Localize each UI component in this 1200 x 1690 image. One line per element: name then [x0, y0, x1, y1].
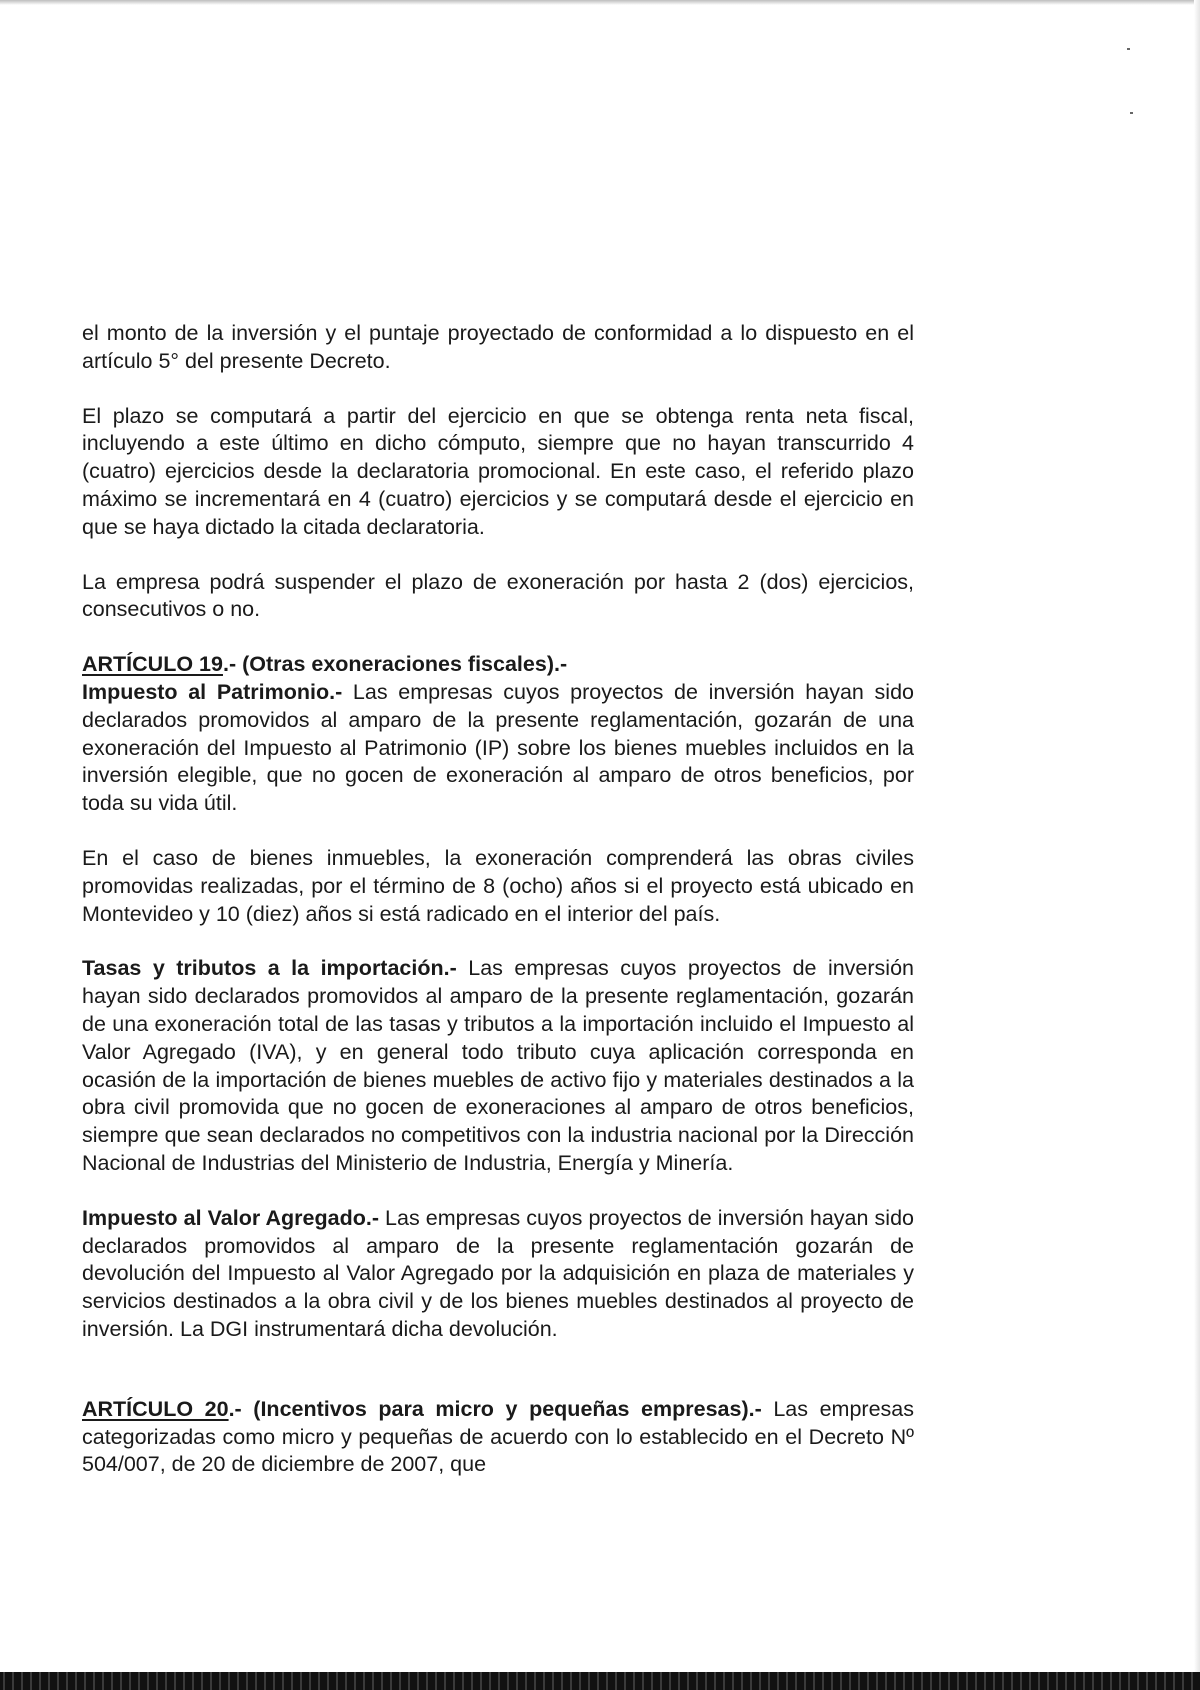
- paragraph-suspender: La empresa podrá suspender el plazo de exoneración por hasta 2 (dos) ejercicios, consecutivos o no.: [82, 569, 914, 622]
- scan-top-edge: [0, 0, 1200, 5]
- scan-right-edge: [1194, 0, 1200, 1690]
- scan-bottom-edge: [0, 1672, 1200, 1690]
- paragraph-inversion: el monto de la inversión y el puntaje proyectado de conformidad a lo dispuesto en el artículo 5° del presente Decreto.: [82, 321, 914, 373]
- article-20-text: Las empresas categorizadas como micro y pequeñas de acuerdo con lo establecido en el Decreto Nº 504/007, de 20 de diciembre de 2007, que: [82, 1396, 914, 1477]
- paragraph-tasas: [82, 955, 914, 1177]
- patrimonio-text: Las empresas cuyos proyectos de inversión hayan sido declarados promovidos al amparo de la presente reglamentación, gozarán de una exoneración del Impuesto al Patrimonio (IP) sobre los bienes muebles incluidos en la inversión elegible, que no gocen de exoneración al amparo de otros beneficios, por toda su vida útil.: [82, 679, 914, 816]
- document-body: [82, 320, 914, 1479]
- paragraph-iva: [82, 1205, 914, 1344]
- scan-speck: [1127, 48, 1130, 50]
- tasas-text: Las empresas cuyos proyectos de inversión hayan sido declarados promovidos al amparo de la presente reglamentación, gozarán de una exoneración total de las tasas y tributos a la importación incluido el Impuesto al Valor Agregado (IVA), y en general todo tributo cuya aplicación corresponda en ocasión de la importación de bienes muebles de activo fijo y materiales destinados a la obra civil promovida que no gocen de exoneraciones al amparo de otros beneficios, siempre que sean declarados no competitivos con la industria nacional por la Dirección Nacional de Industrias del Ministerio de Industria, Energía y Minería.: [82, 956, 914, 1175]
- article-20-title: .- (Incentivos para micro y pequeñas empresas).-: [228, 1396, 762, 1421]
- paragraph-inmuebles: En el caso de bienes inmuebles, la exoneración comprenderá las obras civiles promovidas realizadas, por el término de 8 (ocho) años si el proyecto está ubicado en Montevideo y 10 (diez) años si está radicado en el interior del país.: [82, 845, 914, 926]
- scan-speck: [1130, 112, 1133, 114]
- iva-text: Las empresas cuyos proyectos de inversión hayan sido declarados promovidos al amparo de la presente reglamentación gozarán de devolución del Impuesto al Valor Agregado por la adquisición en plaza de materiales y servicios destinados a la obra civil y de los bienes muebles destinados al proyecto de inversión. La DGI instrumentará dicha devolución.: [82, 1205, 914, 1341]
- article-19-heading: [82, 651, 914, 679]
- iva-heading: Impuesto al Valor Agregado.-: [82, 1205, 379, 1230]
- patrimonio-heading: Impuesto al Patrimonio.-: [82, 679, 343, 704]
- paragraph-plazo: El plazo se computará a partir del ejercicio en que se obtenga renta neta fiscal, incluyendo a este último en dicho cómputo, siempre que no hayan transcurrido 4 (cuatro) ejercicios desde la declaratoria promocional. En este caso, el referido plazo máximo se incrementará en 4 (cuatro) ejercicios y se computará desde el ejercicio en que se haya dictado la citada declaratoria.: [82, 403, 914, 539]
- article-19-label: ARTÍCULO 19: [82, 652, 223, 677]
- article-20-label: ARTÍCULO 20: [82, 1396, 229, 1421]
- tasas-heading: Tasas y tributos a la importación.-: [82, 956, 457, 981]
- article-19-title: .- (Otras exoneraciones fiscales).-: [222, 652, 568, 677]
- paragraph-article-20: [82, 1396, 914, 1479]
- paragraph-patrimonio: [82, 679, 914, 818]
